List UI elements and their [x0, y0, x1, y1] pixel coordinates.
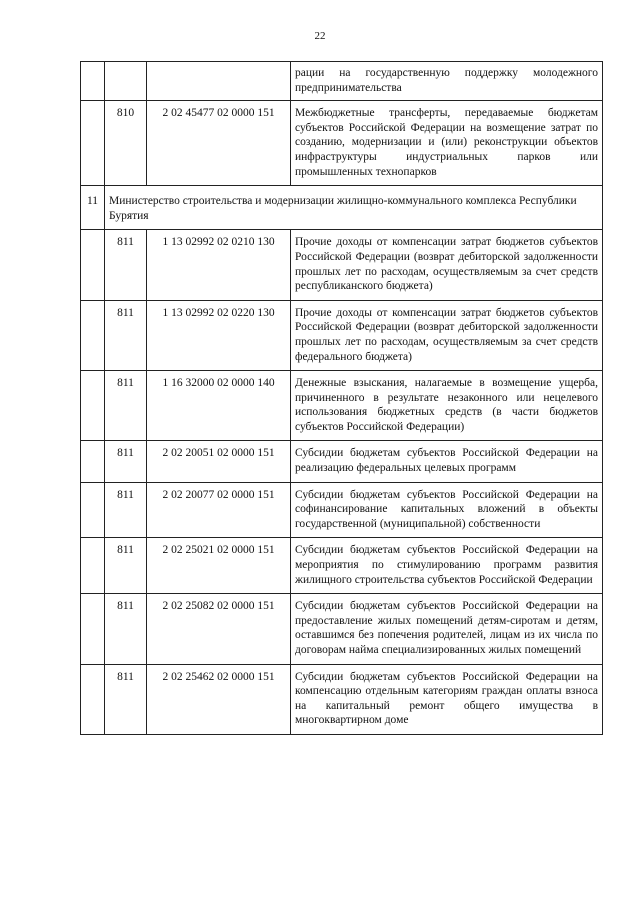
description-cell: Прочие доходы от компенсации затрат бюджетов субъектов Российской Федерации (возврат дебиторской задолженности прошлых лет по расходам, осуществляемым за счет средств федерального бюджета)	[291, 300, 603, 370]
description-cell: Денежные взыскания, налагаемые в возмещение ущерба, причиненного в результате незаконного или нецелевого использования бюджетных средств (в части бюджетов субъектов Российской Федерации)	[291, 371, 603, 441]
description-cell: Субсидии бюджетам субъектов Российской Федерации на реализацию федеральных целевых программ	[291, 441, 603, 482]
description-cell: рации на государственную поддержку молодежного предпринимательства	[291, 62, 603, 101]
row-index-cell	[81, 594, 105, 664]
description-cell: Субсидии бюджетам субъектов Российской Федерации на предоставление жилых помещений детям-сиротам и детям, оставшимся без попечения родителей, лицам из их числа по договорам найма специализированных жилых помещений	[291, 594, 603, 664]
admin-code-cell: 811	[105, 594, 147, 664]
revenue-codes-table	[80, 61, 603, 735]
row-index-cell	[81, 230, 105, 300]
row-index-cell	[81, 664, 105, 734]
row-index-cell	[81, 300, 105, 370]
description-cell: Субсидии бюджетам субъектов Российской Федерации на компенсацию отдельным категориям граждан оплаты взноса на капитальный ремонт общего имущества в многоквартирном доме	[291, 664, 603, 734]
row-index-cell	[81, 371, 105, 441]
section-number: 11	[81, 186, 105, 230]
row-index-cell	[81, 538, 105, 594]
table-row	[81, 664, 603, 734]
section-header-row	[81, 186, 603, 230]
admin-code-cell: 811	[105, 441, 147, 482]
budget-code-cell: 2 02 25021 02 0000 151	[147, 538, 291, 594]
admin-code-cell: 811	[105, 371, 147, 441]
admin-code-cell: 811	[105, 230, 147, 300]
budget-code-cell: 2 02 45477 02 0000 151	[147, 101, 291, 186]
row-index-cell	[81, 101, 105, 186]
page-number: 22	[314, 30, 326, 42]
table-row	[81, 538, 603, 594]
table-row	[81, 230, 603, 300]
table-row	[81, 300, 603, 370]
budget-code-cell: 2 02 20077 02 0000 151	[147, 482, 291, 538]
admin-code-cell: 810	[105, 101, 147, 186]
budget-code-cell: 1 13 02992 02 0210 130	[147, 230, 291, 300]
budget-code-cell: 2 02 25082 02 0000 151	[147, 594, 291, 664]
table-row	[81, 482, 603, 538]
admin-code-cell: 811	[105, 538, 147, 594]
admin-code-cell	[105, 62, 147, 101]
description-cell: Субсидии бюджетам субъектов Российской Федерации на софинансирование капитальных вложений в объекты государственной (муниципальной) собственности	[291, 482, 603, 538]
budget-code-cell	[147, 62, 291, 101]
admin-code-cell: 811	[105, 482, 147, 538]
description-cell: Прочие доходы от компенсации затрат бюджетов субъектов Российской Федерации (возврат дебиторской задолженности прошлых лет по расходам, осуществляемым за счет средств республиканского бюджета)	[291, 230, 603, 300]
row-index-cell	[81, 482, 105, 538]
description-cell: Межбюджетные трансферты, передаваемые бюджетам субъектов Российской Федерации на возмещение затрат по созданию, модернизации и (или) реконструкции объектов инфраструктуры индустриальных парков или промышленных технопарков	[291, 101, 603, 186]
table-row	[81, 101, 603, 186]
table-row	[81, 62, 603, 101]
admin-code-cell: 811	[105, 664, 147, 734]
admin-code-cell: 811	[105, 300, 147, 370]
budget-code-cell: 1 13 02992 02 0220 130	[147, 300, 291, 370]
row-index-cell	[81, 441, 105, 482]
row-index-cell	[81, 62, 105, 101]
section-title: Министерство строительства и модернизации жилищно-коммунального комплекса Республики Бурятия	[105, 186, 603, 230]
budget-code-cell: 2 02 25462 02 0000 151	[147, 664, 291, 734]
table-row	[81, 371, 603, 441]
table-row	[81, 441, 603, 482]
table-row	[81, 594, 603, 664]
budget-code-cell: 1 16 32000 02 0000 140	[147, 371, 291, 441]
budget-code-cell: 2 02 20051 02 0000 151	[147, 441, 291, 482]
description-cell: Субсидии бюджетам субъектов Российской Федерации на мероприятия по стимулированию программ развития жилищного строительства субъектов Российской Федерации	[291, 538, 603, 594]
